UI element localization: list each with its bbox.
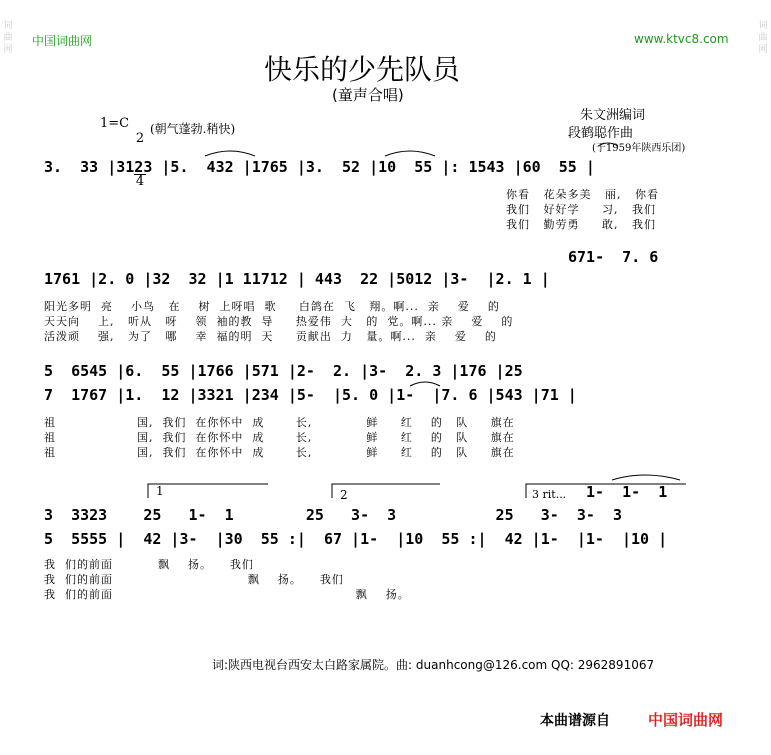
system4-upper-right-notes: 1- 1- 1 bbox=[586, 483, 668, 501]
source-site-link[interactable]: 中国词曲网 bbox=[648, 711, 724, 729]
system4-upper-notes: 3 3323 25 1- 1 25 3- 3 25 3- 3- 3 bbox=[44, 506, 622, 524]
system4-notes: 5 5555 | 42 |3- |30 55 :| 67 |1- |10 55 :| 42 |1- |1- |10 | bbox=[44, 530, 668, 548]
system2-lyrics-verse3: 活泼顽 强, 为了 哪 幸 福的明 天 贡献出 力 量。啊... 亲 爱 的 bbox=[44, 330, 497, 343]
system4-lyrics-verse1: 我 们的前面 飘 扬。 我们 bbox=[44, 558, 254, 571]
system4-lyrics-verse2: 我 们的前面 飘 扬。 我们 bbox=[44, 573, 344, 586]
source-label: 本曲谱源自 bbox=[540, 713, 610, 729]
left-side-watermark: 词 曲 网 bbox=[3, 21, 13, 55]
system2-lyrics-verse2: 天天向 上, 听从 呀 领 袖的教 导 热爱伟 大 的 党。啊... 亲 爱 的 bbox=[44, 315, 514, 328]
lyricist-credit: 朱文洲编词 bbox=[580, 108, 646, 123]
right-side-watermark: 词 曲 网 bbox=[758, 21, 768, 55]
system2-lyrics-verse1: 阳光多明 亮 小鸟 在 树 上呀唱 歌 白鸽在 飞 翔。啊... 亲 爱 的 bbox=[44, 300, 500, 313]
composer-credit: 段鹤聪作曲 bbox=[568, 126, 634, 141]
system2-upper-notes: 671- 7. 6 bbox=[568, 248, 659, 266]
system3-lyrics-verse2: 祖 国, 我们 在你怀中 成 长, 鲜 红 的 队 旗在 bbox=[44, 431, 515, 444]
song-title: 快乐的少先队员 bbox=[264, 53, 461, 86]
time-signature: 2 4 bbox=[135, 131, 145, 189]
slur bbox=[410, 382, 440, 386]
system1-lyrics-verse3: 我们 勤劳勇 敢, 我们 bbox=[506, 218, 656, 231]
volta-3-rit: 3 rit... bbox=[532, 488, 567, 501]
tempo-marking: (朝气蓬勃.稍快) bbox=[150, 122, 236, 136]
system1-lyrics-verse2: 我们 好好学 习, 我们 bbox=[506, 203, 656, 216]
footer-credit: 词:陕西电视台西安太白路家属院。曲: duanhcong@126.com QQ: 2962891067 bbox=[212, 658, 655, 672]
volta-3-bracket bbox=[526, 484, 686, 498]
system3-notes: 7 1767 |1. 12 |3321 |234 |5- |5. 0 |1- |7. 6 |543 |71 | bbox=[44, 386, 577, 404]
volta-2: 2 bbox=[340, 488, 348, 502]
system3-lyrics-verse3: 祖 国, 我们 在你怀中 成 长, 鲜 红 的 队 旗在 bbox=[44, 446, 515, 459]
slur bbox=[612, 475, 680, 480]
volta-1: 1 bbox=[156, 484, 164, 498]
site-watermark-url[interactable]: www.ktvc8.com bbox=[634, 32, 729, 46]
system1-lyrics-verse1: 你看 花朵多美 丽, 你看 bbox=[506, 188, 659, 201]
slur bbox=[598, 143, 618, 146]
system2-notes: 1761 |2. 0 |32 32 |1 11712 | 443 22 |5012 |3- |2. 1 | bbox=[44, 270, 550, 288]
site-watermark-left[interactable]: 中国词曲网 bbox=[32, 34, 93, 48]
volta-1-bracket bbox=[148, 484, 268, 498]
key-signature: 1=C bbox=[100, 116, 130, 131]
slur bbox=[385, 151, 435, 156]
system4-lyrics-verse3: 我 们的前面 飘 扬。 bbox=[44, 588, 410, 601]
system3-lyrics-verse1: 祖 国, 我们 在你怀中 成 长, 鲜 红 的 队 旗在 bbox=[44, 416, 515, 429]
volta-2-bracket bbox=[332, 484, 440, 498]
slur bbox=[205, 151, 255, 156]
composition-note: (于1959年陕西乐团) bbox=[592, 143, 686, 154]
system1-notes: 3. 33 |3123 |5. 432 |1765 |3. 52 |10 55 |: 1543 |60 55 | bbox=[44, 158, 595, 176]
song-subtitle: (童声合唱) bbox=[332, 86, 404, 104]
system3-upper-notes: 5 6545 |6. 55 |1766 |571 |2- 2. |3- 2. 3 |176 |25 bbox=[44, 362, 523, 380]
